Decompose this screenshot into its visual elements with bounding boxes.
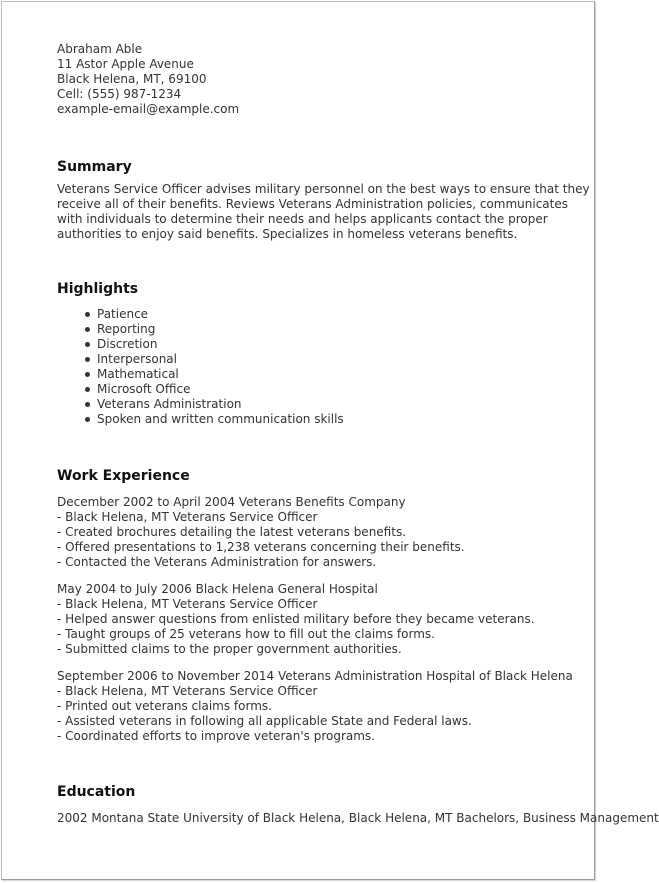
job-line: - Offered presentations to 1,238 veterans concerning their benefits. [57, 540, 465, 554]
contact-address-line-2: Black Helena, MT, 69100 [57, 72, 207, 86]
work-experience-section [57, 467, 592, 744]
highlight-item: Interpersonal [97, 352, 592, 367]
summary-text: Veterans Service Officer advises military personnel on the best ways to ensure that they receive all of their benefits. Reviews Veterans Administration policies, communicates with individuals to determine their needs and helps applicants contact the proper authorities to enjoy said benefits. Specializes in homeless veterans benefits. [57, 182, 590, 241]
job-header: May 2004 to July 2006 Black Helena General Hospital [57, 582, 378, 596]
job-line: - Printed out veterans claims forms. [57, 699, 272, 713]
contact-email: example-email@example.com [57, 102, 240, 116]
highlight-item: Microsoft Office [97, 382, 592, 397]
contact-phone: Cell: (555) 987-1234 [57, 87, 182, 101]
job-entry [57, 495, 592, 570]
job-entry [57, 669, 592, 744]
contact-address-line-1: 11 Astor Apple Avenue [57, 57, 194, 71]
job-line: - Black Helena, MT Veterans Service Officer [57, 510, 318, 524]
highlight-item: Reporting [97, 322, 592, 337]
highlight-item: Mathematical [97, 367, 592, 382]
summary-section [57, 158, 592, 242]
job-header: September 2006 to November 2014 Veterans Administration Hospital of Black Helena [57, 669, 573, 683]
job-line: - Assisted veterans in following all applicable State and Federal laws. [57, 714, 472, 728]
resume-document [57, 42, 659, 826]
highlight-item: Veterans Administration [97, 397, 592, 412]
highlights-heading: Highlights [57, 281, 139, 297]
job-line: - Created brochures detailing the latest veterans benefits. [57, 525, 407, 539]
contact-block [57, 42, 592, 117]
job-line: - Contacted the Veterans Administration for answers. [57, 555, 377, 569]
job-entry [57, 582, 592, 657]
highlights-section [57, 280, 592, 427]
job-header: December 2002 to April 2004 Veterans Benefits Company [57, 495, 406, 509]
job-line: - Black Helena, MT Veterans Service Officer [57, 597, 318, 611]
job-line: - Taught groups of 25 veterans how to fill out the claims forms. [57, 627, 435, 641]
highlight-item: Patience [97, 307, 592, 322]
job-line: - Black Helena, MT Veterans Service Officer [57, 684, 318, 698]
education-heading: Education [57, 784, 136, 800]
job-line: - Helped answer questions from enlisted military before they became veterans. [57, 612, 535, 626]
summary-heading: Summary [57, 159, 132, 175]
job-line: - Coordinated efforts to improve veteran's programs. [57, 729, 375, 743]
highlight-item: Discretion [97, 337, 592, 352]
job-line: - Submitted claims to the proper government authorities. [57, 642, 402, 656]
highlight-item: Spoken and written communication skills [97, 412, 592, 427]
education-text: 2002 Montana State University of Black Helena, Black Helena, MT Bachelors, Business Management [57, 811, 659, 825]
work-experience-heading: Work Experience [57, 468, 190, 484]
education-section [57, 783, 659, 826]
contact-name: Abraham Able [57, 42, 143, 56]
highlights-list [57, 307, 592, 427]
